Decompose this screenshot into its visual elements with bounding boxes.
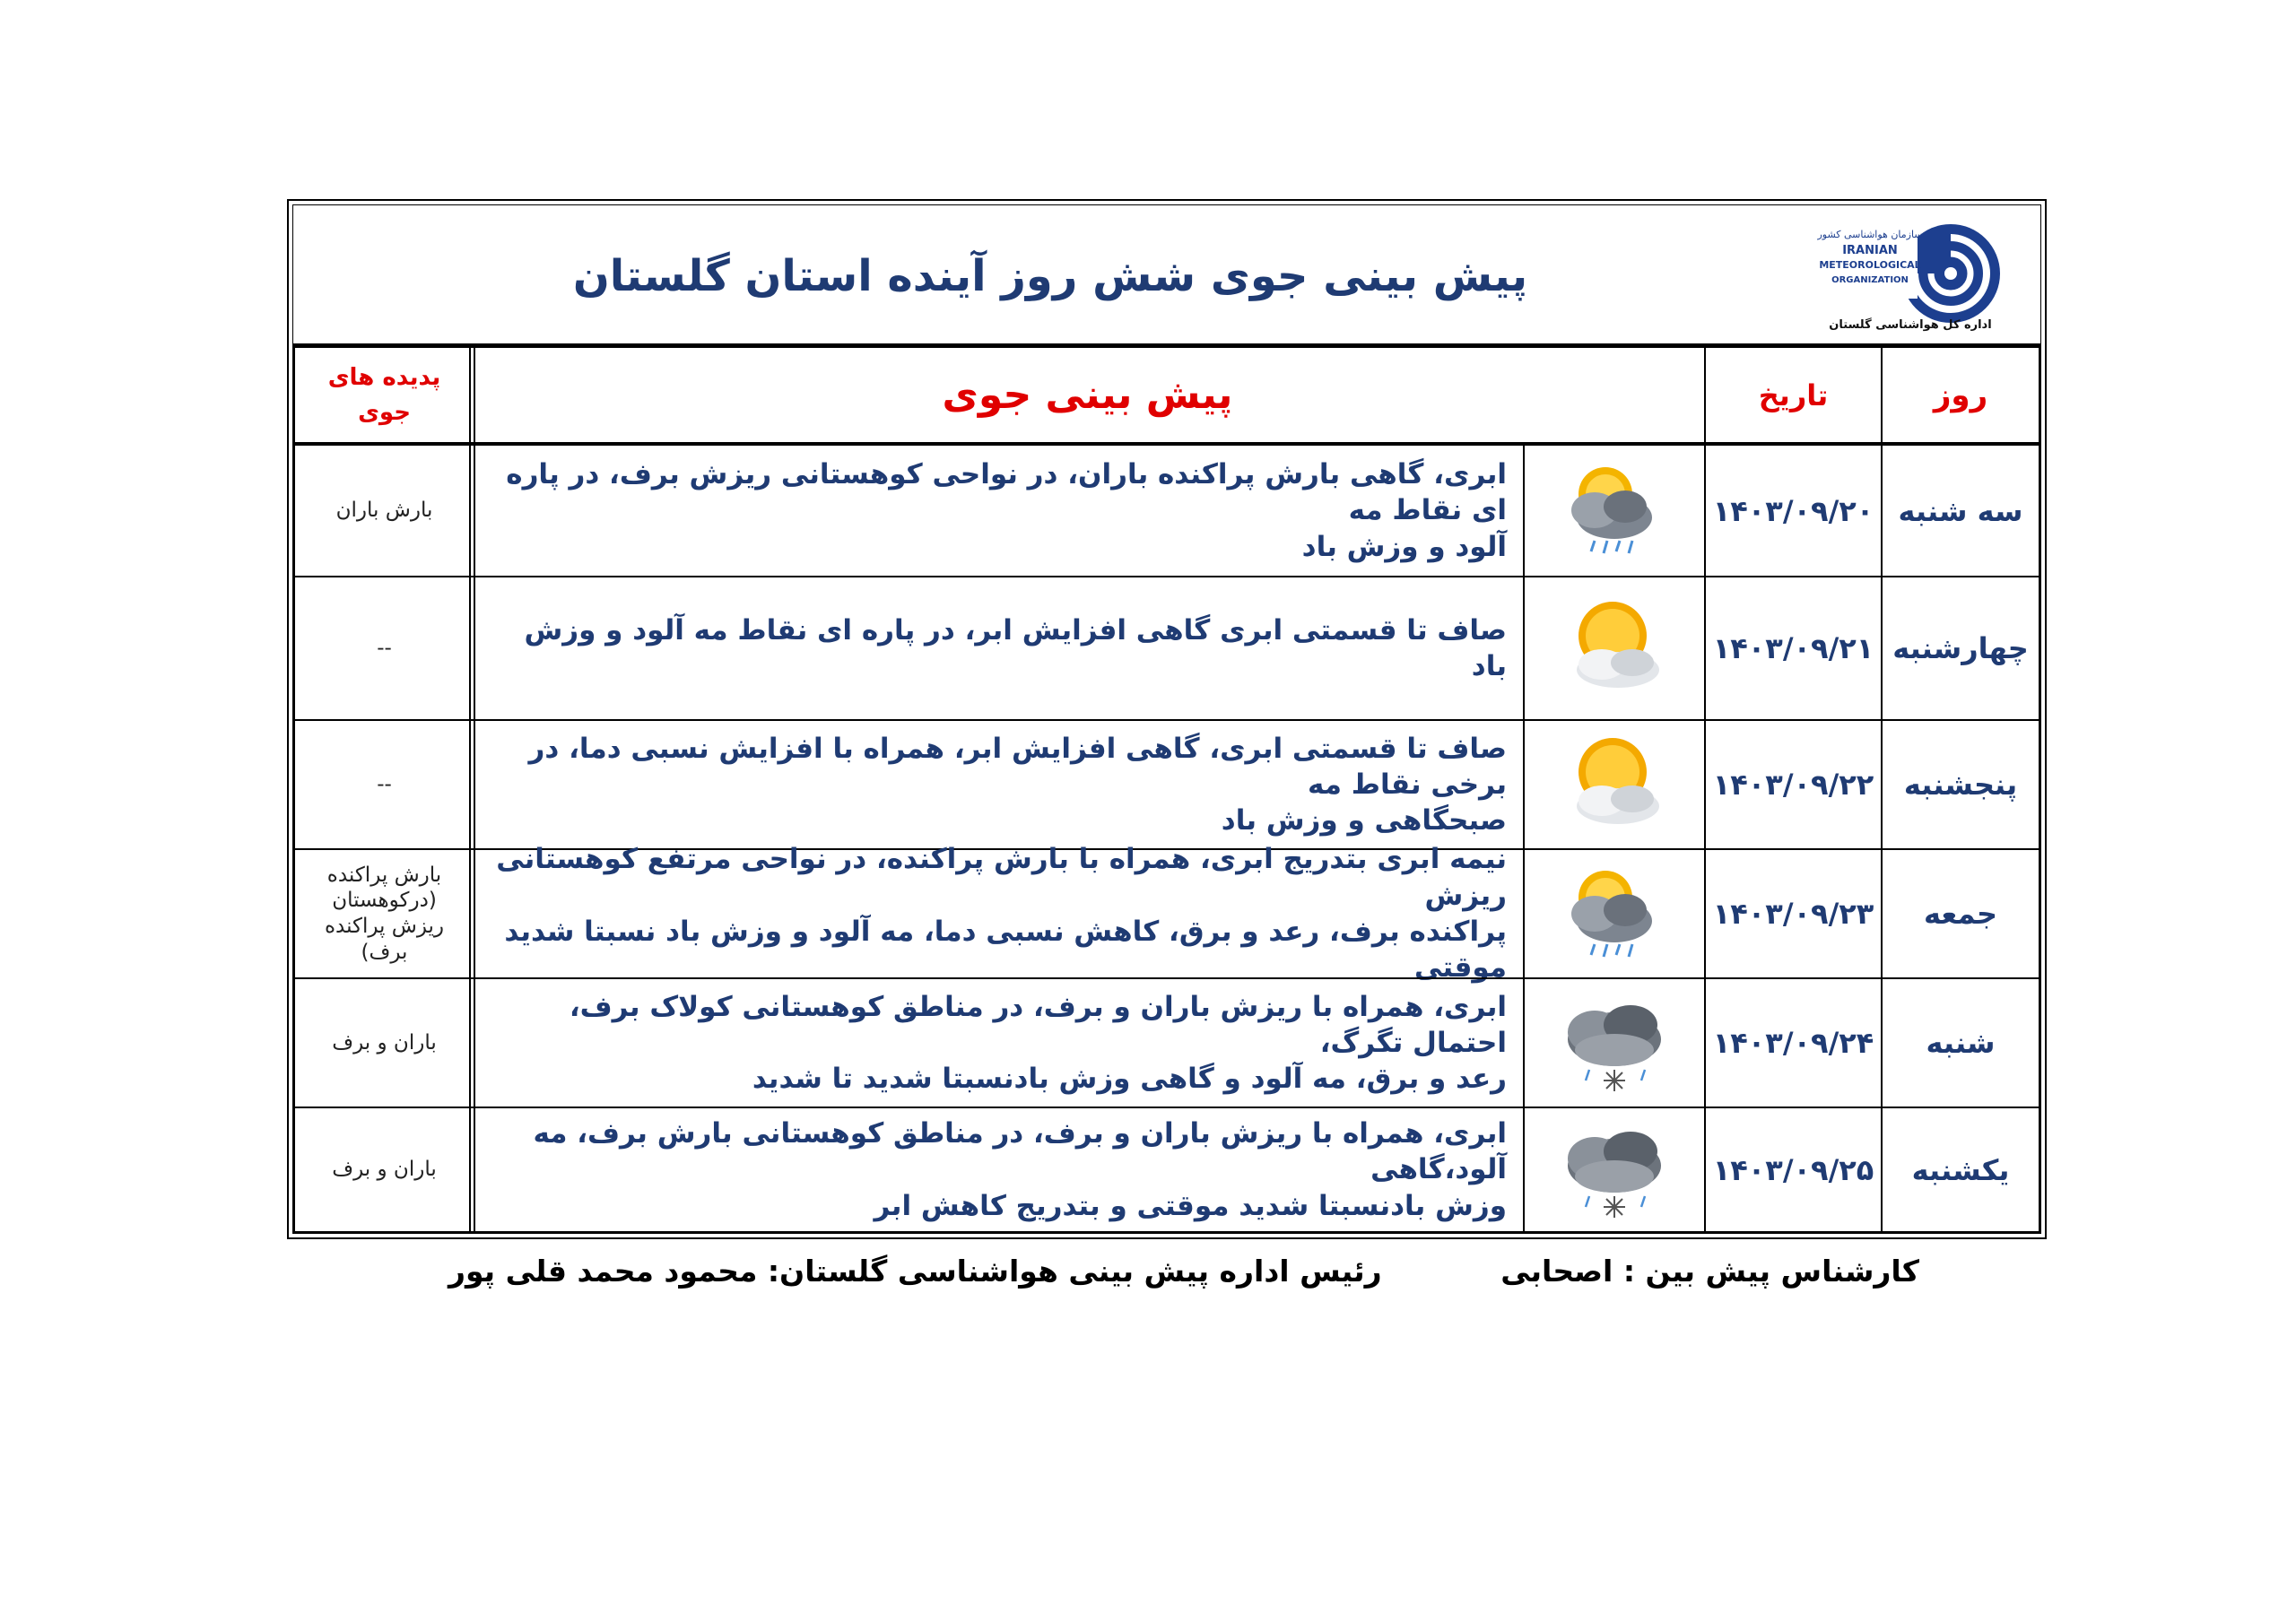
forecast-date: ۱۴۰۳/۰۹/۲۰ — [1712, 493, 1874, 528]
forecast-date: ۱۴۰۳/۰۹/۲۵ — [1712, 1152, 1874, 1187]
sun-cloud-rain-icon — [1559, 455, 1671, 567]
cloud-snow-icon — [1559, 1114, 1671, 1226]
forecast-cell — [469, 576, 1525, 721]
forecast-text-line-1: صاف تا قسمتی ابری، گاهی افزایش ابر، همراه با افزایش نسبی دما، در برخی نقاط مه — [528, 732, 1507, 801]
logo-caption: اداره کل هواشناسی گلستان — [1829, 318, 1992, 332]
page-title: پیش بینی جوی شش روز آینده استان گلستان — [572, 250, 1528, 301]
day-cell — [1881, 977, 2040, 1108]
icon-cell — [1523, 848, 1706, 979]
cloud-snow-icon — [1559, 987, 1671, 1099]
phenomena-line-1: باران و برف — [332, 1030, 437, 1055]
forecast-date: ۱۴۰۳/۰۹/۲۳ — [1712, 897, 1874, 931]
phenomena-cell — [293, 576, 475, 721]
date-cell — [1704, 444, 1883, 577]
logo-text-meteorological: METEOROLOGICAL — [1819, 259, 1921, 271]
forecaster-name: کارشناس پیش بین : اصحابی — [1500, 1254, 1919, 1289]
phenomena-cell — [293, 444, 475, 577]
phenomena-line-1: -- — [377, 636, 392, 660]
logo-text-iranian: IRANIAN — [1842, 244, 1898, 257]
icon-cell — [1523, 444, 1706, 577]
column-header-forecast: پیش بینی جوی — [469, 346, 1706, 444]
forecast-date: ۱۴۰۳/۰۹/۲۲ — [1712, 768, 1874, 802]
phenomena-line-1: بارش پراکنده — [326, 863, 442, 887]
forecast-text-line-2: رعد و برق، مه آلود و گاهی وزش بادنسبتا شدید تا شدید — [752, 1063, 1507, 1096]
forecast-cell — [469, 1107, 1525, 1233]
partly-cloudy-icon — [1559, 729, 1671, 841]
day-cell — [1881, 848, 2040, 979]
icon-cell — [1523, 576, 1706, 721]
forecast-cell — [469, 719, 1525, 850]
partly-cloudy-icon — [1559, 593, 1671, 705]
date-cell — [1704, 576, 1883, 721]
date-cell — [1704, 977, 1883, 1108]
column-header-phenomena — [293, 346, 475, 444]
day-name: چهارشنبه — [1892, 631, 2029, 665]
date-cell — [1704, 719, 1883, 850]
forecast-sheet — [287, 199, 2047, 1239]
day-cell — [1881, 719, 2040, 850]
phenomena-line-1: -- — [377, 772, 392, 796]
day-name: یکشنبه — [1911, 1152, 2010, 1187]
forecast-text-line-1: نیمه ابری بتدریج ابری، همراه با بارش پراکنده، در نواحی مرتفع کوهستانی ریزش — [496, 843, 1507, 912]
forecast-text-line-1: ابری، گاهی بارش پراکنده باران، در نواحی کوهستانی ریزش برف، در پاره ای نقاط مه — [506, 458, 1507, 527]
day-cell — [1881, 576, 2040, 721]
phenomena-line-2: (درکوهستان — [332, 889, 437, 913]
phenomena-line-3: ریزش پراکنده — [324, 915, 445, 938]
phenomena-cell — [293, 848, 475, 979]
day-name: پنجشنبه — [1903, 768, 2018, 802]
forecast-text-line-2: آلود و وزش باد — [1301, 530, 1507, 563]
forecast-cell — [469, 977, 1525, 1108]
forecast-text-line-1: ابری، همراه با ریزش باران و برف، در مناطق کوهستانی کولاک برف، احتمال تگرگ، — [569, 990, 1507, 1059]
phenomena-line-1: باران و برف — [332, 1158, 437, 1182]
logo-text-fa: سازمان هواشناسی کشور — [1817, 229, 1923, 240]
phenomena-cell — [293, 719, 475, 850]
date-cell — [1704, 1107, 1883, 1233]
icon-cell — [1523, 719, 1706, 850]
day-name: سه شنبه — [1898, 493, 2023, 528]
logo-text-organization: ORGANIZATION — [1831, 275, 1909, 285]
phenomena-line-4: برف) — [361, 940, 408, 964]
forecast-cell — [469, 444, 1525, 577]
forecast-cell — [469, 843, 1525, 985]
icon-cell — [1523, 977, 1706, 1108]
forecast-text-line-2: وزش بادنسبتا شدید موقتی و بتدریج کاهش ابر — [874, 1189, 1507, 1222]
day-cell — [1881, 1107, 2040, 1233]
day-name: جمعه — [1924, 897, 1997, 931]
meteorological-organization-logo — [1816, 218, 2005, 330]
column-header-day: روز — [1881, 346, 2040, 444]
icon-cell — [1523, 1107, 1706, 1233]
column-header-phenomena-line-2: جوی — [358, 398, 411, 426]
date-cell — [1704, 848, 1883, 979]
head-of-forecasting: رئیس اداره پیش بینی هواشناسی گلستان: محمود محمد قلی پور — [448, 1254, 1382, 1289]
forecast-date: ۱۴۰۳/۰۹/۲۱ — [1712, 631, 1874, 665]
phenomena-line-1: بارش باران — [335, 499, 433, 523]
day-cell — [1881, 444, 2040, 577]
sun-cloud-rain-icon — [1559, 858, 1671, 970]
forecast-text-line-2: پراکنده برف، رعد و برق، کاهش نسبی دما، مه آلود و وزش باد نسبتا شدید موقتی — [504, 916, 1507, 985]
forecast-text-line-2: صبحگاهی و وزش باد — [1221, 804, 1507, 838]
column-header-date: تاریخ — [1704, 346, 1883, 444]
column-header-phenomena-line-1: پدیده های — [327, 363, 441, 391]
phenomena-cell — [293, 977, 475, 1108]
day-name: شنبه — [1926, 1026, 1996, 1060]
phenomena-cell — [293, 1107, 475, 1233]
forecast-text-line-1: ابری، همراه با ریزش باران و برف، در مناطق کوهستانی بارش برف، مه آلود،گاهی — [533, 1117, 1507, 1186]
forecast-date: ۱۴۰۳/۰۹/۲۴ — [1712, 1026, 1874, 1060]
forecast-text-line-1: صاف تا قسمتی ابری گاهی افزایش ابر، در پاره ای نقاط مه آلود و وزش باد — [524, 613, 1507, 682]
forecast-table — [292, 204, 2041, 1234]
